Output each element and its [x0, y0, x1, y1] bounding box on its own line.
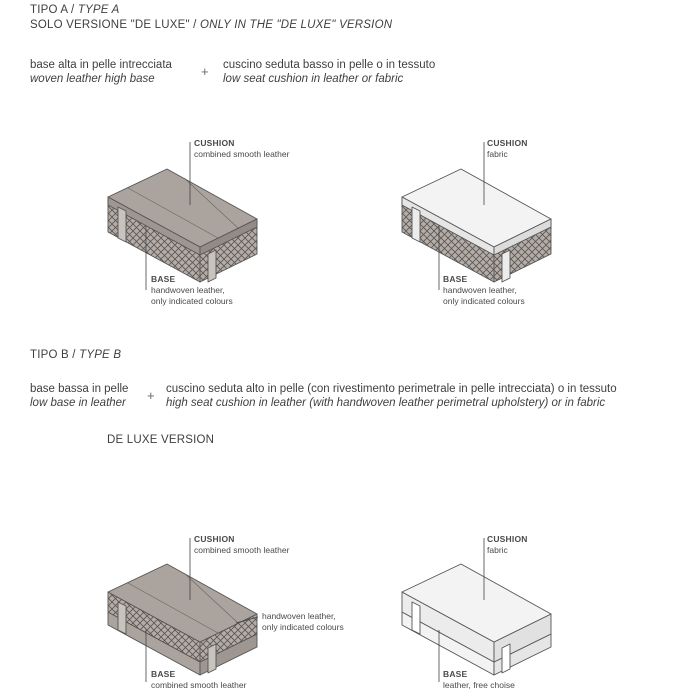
type-a-left-it: base alta in pelle intrecciata	[30, 59, 172, 71]
label-desc: leather, free choise	[443, 680, 515, 690]
type-b-title-it: TIPO B	[30, 349, 69, 361]
label-desc: handwoven leather,	[443, 285, 517, 295]
label-title: BASE	[151, 274, 176, 284]
label-title: CUSHION	[194, 138, 235, 148]
type-a-title-sep: /	[67, 4, 78, 16]
type-a-fabric-ottoman	[402, 142, 551, 290]
label-desc: handwoven leather,	[151, 285, 225, 295]
label-desc: fabric	[487, 545, 508, 555]
type-a-subtitle-en: ONLY IN THE "DE LUXE" VERSION	[199, 19, 393, 31]
label-desc: combined smooth leather	[194, 149, 290, 159]
type-a-leather-ottoman	[108, 142, 257, 290]
type-b-plus-sign: +	[147, 388, 155, 403]
type-a-title-it: TIPO A	[30, 4, 68, 16]
label-title: BASE	[151, 669, 176, 679]
type-a-subtitle-it: SOLO VERSIONE "DE LUXE"	[30, 19, 190, 31]
type-b-version-label: DE LUXE VERSION	[107, 434, 215, 446]
label-desc: fabric	[487, 149, 508, 159]
type-a-left-en: woven leather high base	[30, 73, 155, 85]
type-b-right-it: cuscino seduta alto in pelle (con rivestimento perimetrale in pelle intrecciata) o in tessuto	[166, 383, 617, 395]
label-title: BASE	[443, 669, 468, 679]
type-b-leather-ottoman	[108, 538, 258, 682]
label-desc: only indicated colours	[262, 622, 344, 632]
type-b-title-en: TYPE B	[79, 349, 122, 361]
type-a-plus-sign: +	[201, 64, 209, 79]
type-a-right-en: low seat cushion in leather or fabric	[223, 73, 404, 85]
label-desc: combined smooth leather	[151, 680, 247, 690]
type-b-left-it: base bassa in pelle	[30, 383, 129, 395]
type-a-title-en: TYPE A	[77, 4, 120, 16]
label-title: CUSHION	[487, 534, 528, 544]
label-desc: combined smooth leather	[194, 545, 290, 555]
type-a-subtitle-sep: /	[189, 19, 200, 31]
label-title: CUSHION	[194, 534, 235, 544]
type-b-left-en: low base in leather	[30, 397, 126, 409]
type-b-right-en: high seat cushion in leather (with handwoven leather perimetral upholstery) or in fabric	[166, 397, 606, 409]
label-title: BASE	[443, 274, 468, 284]
label-desc: only indicated colours	[151, 296, 233, 306]
type-b-title-sep: /	[68, 349, 80, 361]
type-b-fabric-ottoman	[402, 538, 551, 682]
type-a-right-it: cuscino seduta basso in pelle o in tessuto	[223, 59, 436, 71]
label-title: CUSHION	[487, 138, 528, 148]
label-desc: only indicated colours	[443, 296, 525, 306]
label-desc: handwoven leather,	[262, 611, 336, 621]
